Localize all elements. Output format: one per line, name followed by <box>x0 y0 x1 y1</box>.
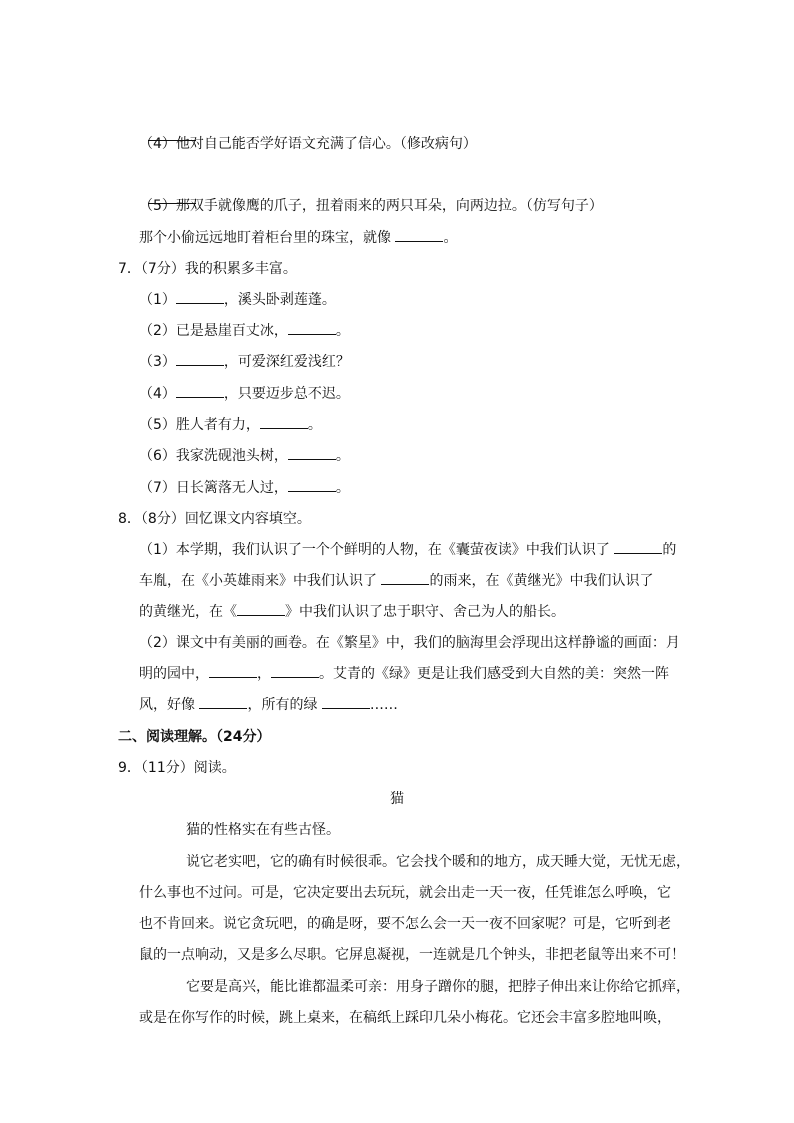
q7-item: （7）日长篱落无人过， 。 <box>139 480 350 496</box>
q8-heading: 8．（8分）回忆课文内容填空。 <box>118 511 311 527</box>
q8-part-1-line-3: 的黄继光，在《 》中我们认识了忠于职守、舍己为人的船长。 <box>139 604 565 620</box>
q6-item-5-prompt: 那个小偷远远地盯着柜台里的珠宝，就像 。 <box>139 230 458 246</box>
fill-blank[interactable] <box>176 385 224 398</box>
fill-blank[interactable] <box>260 416 308 429</box>
passage-line: 也不肯回来。说它贪玩吧，的确是呀，要不怎么会一天一夜不回家呢？可是，它听到老 <box>139 916 671 932</box>
q6-item-4: （4）他对自己能否学好语文充满了信心。（修改病句） <box>139 136 477 152</box>
passage-line: 它要是高兴，能比谁都温柔可亲：用身子蹭你的腿，把脖子伸出来让你给它抓痒， <box>186 979 690 995</box>
fill-blank[interactable] <box>209 665 257 678</box>
q7-item: （6）我家洗砚池头树， 。 <box>139 448 350 464</box>
fill-blank[interactable] <box>322 696 370 709</box>
q7-item: （4） ，只要迈步总不迟。 <box>139 386 350 402</box>
q7-item: （1） ，溪头卧剥莲蓬。 <box>139 292 336 308</box>
fill-blank[interactable] <box>288 447 336 460</box>
fill-blank[interactable] <box>176 353 224 366</box>
q8-part-2-line-2: 明的园中， ， 。艾青的《绿》更是让我们感受到大自然的美：突然一阵 <box>139 666 669 682</box>
fill-blank[interactable] <box>237 603 285 616</box>
q8-part-2-line-1: （2）课文中有美丽的画卷。在《繁星》中，我们的脑海里会浮现出这样静谧的画面：月 <box>139 635 680 651</box>
section-heading: 二、阅读理解。（24分） <box>118 729 271 745</box>
passage-line: 什么事也不过问。可是，它决定要出去玩玩，就会出走一天一夜，任凭谁怎么呼唤，它 <box>139 885 671 901</box>
fill-blank[interactable] <box>381 572 429 585</box>
q7-heading: 7．（7分）我的积累多丰富。 <box>118 261 297 277</box>
fill-blank[interactable] <box>614 541 662 554</box>
fill-blank[interactable] <box>288 322 336 335</box>
q8-part-1-line-1: （1）本学期，我们认识了一个个鲜明的人物，在《囊萤夜读》中我们认识了 的 <box>139 542 677 558</box>
fill-blank[interactable] <box>176 291 224 304</box>
fill-blank[interactable] <box>199 696 247 709</box>
q9-heading: 9．（11分）阅读。 <box>118 760 236 776</box>
q6-item-5: （5）那双手就像鹰的爪子，扭着雨来的两只耳朵，向两边拉。（仿写句子） <box>139 198 603 214</box>
q7-item: （3） ，可爱深红爱浅红？ <box>139 354 350 370</box>
passage-line: 鼠的一点响动，又是多么尽职。它屏息凝视，一连就是几个钟头，非把老鼠等出来不可！ <box>139 947 685 963</box>
fill-blank[interactable] <box>395 229 443 242</box>
passage-line: 说它老实吧，它的确有时候很乖。它会找个暖和的地方，成天睡大觉，无忧无虑， <box>186 854 690 870</box>
q8-part-1-line-2: 车胤，在《小英雄雨来》中我们认识了 的雨来，在《黄继光》中我们认识了 <box>139 573 654 589</box>
passage-title: 猫 <box>390 791 404 807</box>
answer-blank-line <box>139 170 196 190</box>
passage-line: 猫的性格实在有些古怪。 <box>186 822 340 838</box>
passage-line: 或是在你写作的时候，跳上桌来，在稿纸上踩印几朵小梅花。它还会丰富多腔地叫唤， <box>139 1010 671 1026</box>
q7-item: （5）胜人者有力， 。 <box>139 417 322 433</box>
fill-blank[interactable] <box>288 479 336 492</box>
q7-item: （2）已是悬崖百丈冰， 。 <box>139 323 350 339</box>
q8-part-2-line-3: 风，好像 ，所有的绿 …… <box>139 697 398 713</box>
answer-blank-line <box>139 107 196 127</box>
fill-blank[interactable] <box>271 665 319 678</box>
